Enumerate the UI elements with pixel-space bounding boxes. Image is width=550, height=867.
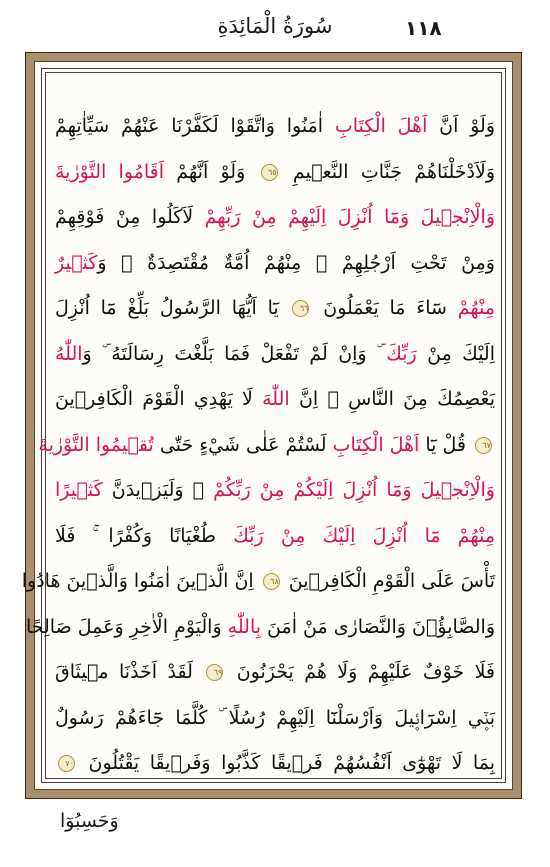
- verse-text: وَلَوْ اَنَّ: [427, 115, 496, 137]
- ayah-number-marker: ٧٠: [58, 755, 75, 772]
- highlighted-text: مِنْهُمْ: [457, 297, 496, 319]
- verse-text: ۜ وَاِنْ لَمْ تَفْعَلْ فَمَا بَلَّغْتَ رِسَالَتَهُ ۜ وَ: [82, 342, 387, 365]
- verse-text: طُغْيَانًا وَكُفْرًا ۚ فَلَا: [55, 524, 234, 547]
- catchword: وَحَسِبُوٓا: [60, 810, 119, 832]
- verse-text: قُلْ يَٓا: [419, 433, 472, 456]
- surah-title: سُورَةُ الْمَائِدَةِ: [217, 14, 333, 38]
- text-line: [55, 286, 495, 332]
- text-line: [55, 514, 495, 560]
- text-line: [55, 150, 495, 196]
- highlighted-text: وَالْاِنْج۪يلَ وَمَٓا اُنْزِلَ اِلَيْهِمْ مِنْ رَبِّهِمْ: [204, 206, 495, 228]
- text-line: [55, 741, 495, 787]
- page-number: ١١٨: [405, 16, 442, 40]
- verse-text: لَقَدْ اَخَذْنَا م۪يثَاقَ: [55, 661, 204, 683]
- text-line: [55, 377, 495, 423]
- highlighted-text: بِاللّٰهِ: [227, 615, 262, 638]
- verse-text: بَن۪ٓي اِسْرَٓائ۪يلَ وَاَرْسَلْنَٓا اِلَيْهِمْ رُسُلًا ۜ كُلَّمَا جَٓاءَهُمْ رَسُولٌ: [55, 706, 495, 729]
- verse-text: وَالصَّابِؤُ۫نَ وَالنَّصَارٰى مَنْ اٰمَنَ: [261, 615, 495, 638]
- highlighted-text: اللّٰهُ: [55, 342, 83, 365]
- ayah-number-marker: ٦٧: [475, 437, 492, 454]
- text-line: [55, 241, 495, 287]
- highlighted-text: اَهْلَ الْكِتَابِ: [332, 433, 420, 456]
- verse-text: فَلَا خَوْفٌ عَلَيْهِمْ وَلَا هُمْ يَحْزَنُونَ: [226, 661, 495, 683]
- verse-text: لَا يَهْدِي الْقَوْمَ الْكَافِر۪ينَ: [55, 388, 263, 410]
- highlighted-text: تُق۪يمُوا التَّوْرٰيةَ: [38, 433, 154, 456]
- ayah-number-marker: ٦٩: [206, 664, 223, 681]
- highlighted-text: وَالْاِنْج۪يلَ وَمَٓا اُنْزِلَ اِلَيْكُمْ مِنْ رَبِّكُمْ: [213, 479, 495, 501]
- highlighted-text: اَقَامُوا التَّوْرٰيةَ: [55, 160, 164, 183]
- highlighted-text: مِنْهُمْ مَٓا اُنْزِلَ اِلَيْكَ مِنْ رَبِّكَ: [233, 524, 495, 547]
- verse-text: تَأْسَ عَلَى الْقَوْمِ الْكَافِر۪ينَ: [282, 570, 495, 592]
- text-line: [21, 559, 495, 605]
- text-line: [55, 468, 495, 514]
- verse-text: وَلَاَدْخَلْنَاهُمْ جَنَّاتِ النَّع۪يمِ: [280, 160, 495, 183]
- text-line: [55, 332, 495, 378]
- ayah-number-marker: ٦٨: [263, 573, 280, 590]
- text-line: [25, 605, 495, 651]
- text-line: [55, 696, 495, 742]
- ayah-number-marker: ٦٥: [261, 164, 278, 181]
- highlighted-text: اَهْلَ الْكِتَابِ: [334, 115, 428, 137]
- highlighted-text: كَث۪يرًا: [55, 479, 103, 501]
- verse-text: ۜ وَلَيَز۪يدَنَّ: [102, 479, 214, 501]
- verse-text: يَٓا اَيُّهَا الرَّسُولُ بَلِّغْ مَٓا اُنْزِلَ: [55, 297, 290, 319]
- verse-text: وَالْيَوْمِ الْاٰخِرِ وَعَمِلَ صَالِحًا: [25, 615, 228, 638]
- verse-text: اِلَيْكَ مِنْ: [416, 342, 495, 365]
- ayah-number-marker: ٦٦: [292, 300, 309, 317]
- verse-text: اِنَّ الَّذ۪ينَ اٰمَنُوا وَالَّذ۪ينَ هَادُوا: [21, 570, 260, 592]
- verse-text: لَاَكَلُوا مِنْ فَوْقِهِمْ: [55, 206, 205, 228]
- text-line: [55, 650, 495, 696]
- verse-text-block: [21, 104, 496, 787]
- verse-text: سَٓاءَ مَا يَعْمَلُونَ: [312, 297, 458, 319]
- verse-text: وَلَوْ اَنَّهُمْ: [163, 160, 258, 183]
- verse-text: يَعْصِمُكَ مِنَ النَّاسِ ۜ اِنَّ: [289, 388, 495, 410]
- verse-text: اٰمَنُوا وَاتَّقَوْا لَكَفَّرْنَا عَنْهُمْ سَيِّاٰتِهِمْ: [55, 115, 335, 137]
- text-line: [38, 423, 495, 469]
- highlighted-text: اللّٰهَ: [262, 388, 290, 410]
- text-line: [55, 195, 495, 241]
- text-line: [55, 104, 495, 150]
- verse-text: لَسْتُمْ عَلٰى شَيْءٍ حَتّٰى: [153, 433, 333, 456]
- highlighted-text: كَث۪يرٌ: [55, 251, 98, 274]
- highlighted-text: رَبِّكَ: [386, 342, 417, 365]
- verse-text: وَمِنْ تَحْتِ اَرْجُلِهِمْ ۜ مِنْهُمْ اُمَّةٌ مُقْتَصِدَةٌ ۜ وَ: [97, 251, 495, 274]
- page-header: [0, 0, 550, 50]
- verse-text: بِمَا لَا تَهْوٰٓى اَنْفُسُهُمْ فَر۪يقًا كَذَّبُوا وَفَر۪يقًا يَقْتُلُونَ: [78, 752, 495, 774]
